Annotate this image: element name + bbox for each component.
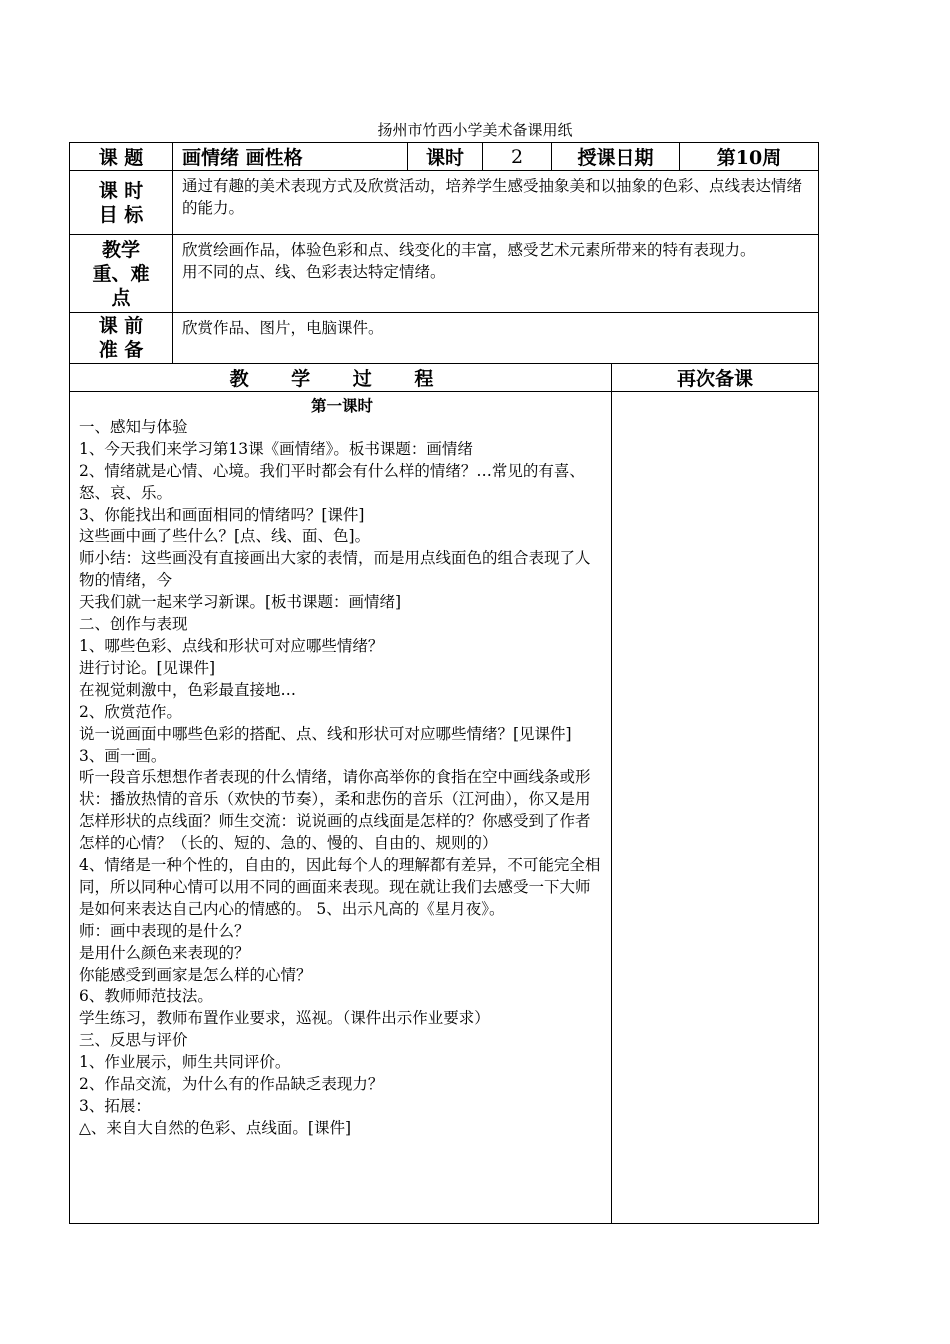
replan-body — [612, 392, 819, 1224]
lesson-line: 一、感知与体验 — [79, 417, 188, 436]
lesson-line: 天我们就一起来学习新课。[板书课题：画情绪] — [79, 593, 402, 612]
goals-text: 通过有趣的美术表现方式及欣赏活动，培养学生感受抽象美和以抽象的色彩、点线表达情绪的能力。 — [173, 171, 819, 235]
lesson-line: 三、反思与评价 — [79, 1031, 188, 1050]
hours-value: 2 — [483, 143, 552, 171]
lesson-line: 学生练习，教师布置作业要求，巡视。（课件出示作业要求） — [79, 1009, 490, 1028]
focus-row — [70, 235, 819, 313]
lesson-line: 1、作业展示，师生共同评价。 — [79, 1053, 291, 1072]
lesson-line: 师小结：这些画没有直接画出大家的表情，而是用点线面色的组合表现了人物的情绪，今 — [79, 549, 591, 590]
prep-text: 欣赏作品、图片，电脑课件。 — [173, 313, 819, 364]
lesson-line: 2、欣赏范作。 — [79, 702, 182, 721]
focus-label: 教学 重、难 点 — [70, 235, 173, 313]
header-row — [70, 143, 819, 171]
lesson-line: 说一说画面中哪些色彩的搭配、点、线和形状可对应哪些情绪？[见课件] — [79, 724, 572, 743]
lesson-line: 听一段音乐想想作者表现的什么情绪，请你高举你的食指在空中画线条或形状：播放热情的音乐（欢快的节奏），柔和悲伤的音乐（江河曲），你又是用怎样形状的点线面？师生交流：说说画的点线面是怎样的？你感受到了作者怎样的心情？（长的、短的、急的、慢的、自由的、规则的） — [79, 768, 591, 853]
lesson-line: 4、情绪是一种个性的，自由的，因此每个人的理解都有差异，不可能完全相同，所以同种心情可以用不同的画面来表现。现在就让我们去感受一下大师是如何来表达自己内心的情感的。 5、出示凡高的《星月夜》。 — [79, 856, 601, 918]
lesson-line: 3、你能找出和画面相同的情绪吗？[课件] — [79, 505, 365, 524]
lesson-line: 3、拓展： — [79, 1097, 151, 1115]
lesson-line: △、来自大自然的色彩、点线面。[课件] — [79, 1118, 352, 1137]
replan-header: 再次备课 — [612, 364, 819, 392]
goals-row — [70, 171, 819, 235]
week-value: 第10周 — [680, 143, 819, 171]
lesson-lines — [79, 417, 605, 1140]
lesson-line: 1、哪些色彩、点线和形状可对应哪些情绪？ — [79, 636, 384, 655]
document-title: 扬州市竹西小学美术备课用纸 — [377, 121, 573, 139]
lesson-line: 你能感受到画家是怎么样的心情？ — [79, 965, 312, 984]
lesson-line: 这些画中画了些什么？[点、线、面、色]。 — [79, 527, 371, 546]
process-header: 教 学 过 程 — [70, 364, 612, 392]
goals-label: 课 时 目 标 — [70, 171, 173, 235]
prep-row — [70, 313, 819, 364]
lesson-line: 2、情绪就是心情、心境。我们平时都会有什么样的情绪？…常见的有喜、怒、哀、乐。 — [79, 461, 585, 502]
hours-label: 课时 — [408, 143, 483, 171]
process-header-row — [70, 364, 819, 392]
lesson-line: 6、教师师范技法。 — [79, 987, 213, 1006]
lesson-line: 师：画中表现的是什么？ — [79, 921, 250, 940]
lesson-line: 3、画一画。 — [79, 746, 167, 765]
topic-label: 课 题 — [70, 143, 173, 171]
lesson-plan-table — [69, 142, 819, 1224]
prep-label: 课 前 准 备 — [70, 313, 173, 364]
lesson-line: 在视觉刺激中，色彩最直接地… — [79, 680, 297, 699]
lesson-line: 是用什么颜色来表现的？ — [79, 943, 250, 962]
lesson-process-body — [70, 392, 612, 1224]
lesson-line: 二、创作与表现 — [79, 615, 188, 634]
process-row — [70, 392, 819, 1224]
topic-value: 画情绪 画性格 — [173, 143, 408, 171]
date-label: 授课日期 — [552, 143, 680, 171]
lesson-subhead: 第一课时 — [310, 396, 373, 415]
focus-text: 欣赏绘画作品，体验色彩和点、线变化的丰富，感受艺术元素所带来的特有表现力。 用不同的点、线、色彩表达特定情绪。 — [173, 235, 819, 313]
lesson-line: 2、作品交流，为什么有的作品缺乏表现力？ — [79, 1075, 384, 1094]
lesson-line: 进行讨论。[见课件] — [79, 658, 216, 677]
lesson-line: 1、今天我们来学习第13课《画情绪》。板书课题：画情绪 — [79, 439, 473, 458]
